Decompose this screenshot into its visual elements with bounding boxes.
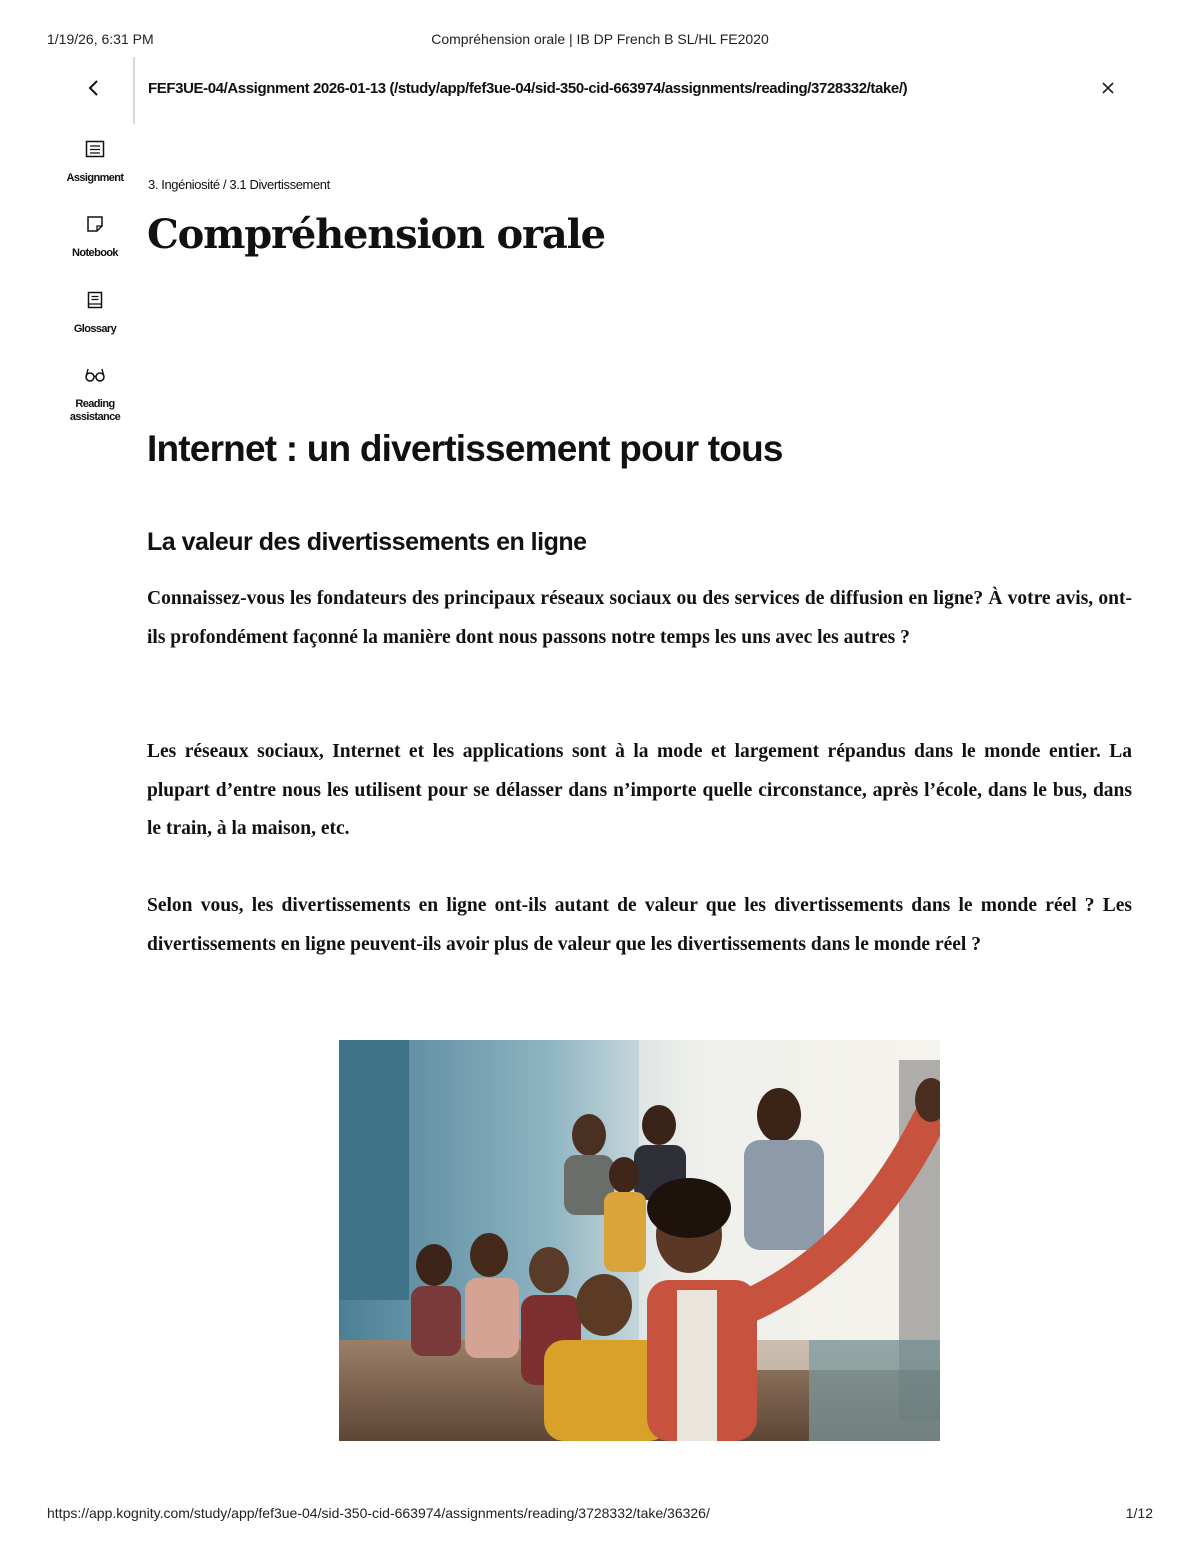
paragraph: Les réseaux sociaux, Internet et les applications sont à la mode et largement répandus dans le monde entier. La plupart d’entre nous les utilisent pour se délasser dans n’importe quelle circonstance, après l’école, dans le bus, dans le train, à la maison, etc. <box>147 741 1132 839</box>
breadcrumb[interactable]: 3. Ingéniosité / 3.1 Divertissement <box>148 177 330 192</box>
article-title: Internet : un divertissement pour tous <box>147 428 783 469</box>
topbar-divider <box>133 57 135 124</box>
book-icon <box>84 289 106 311</box>
sidebar-item-glossary[interactable] <box>55 289 135 336</box>
sidebar-item-notebook[interactable] <box>55 213 135 260</box>
section-title: La valeur des divertissements en ligne <box>147 528 587 556</box>
print-header <box>47 31 1153 51</box>
close-button[interactable] <box>1097 79 1119 101</box>
sidebar-item-label: Assignment <box>66 172 124 184</box>
glasses-icon <box>84 364 106 386</box>
print-url: https://app.kognity.com/study/app/fef3ue-04/sid-350-cid-663974/assignments/reading/3728332/take/36326/ <box>47 1505 710 1521</box>
paragraph: Selon vous, les divertissements en ligne ont-ils autant de valeur que les divertissements dans le monde réel ? Les divertissements en ligne peuvent-ils avoir plus de valeur que les divertissements dans le monde réel ? <box>147 895 1132 955</box>
print-datetime: 1/19/26, 6:31 PM <box>47 31 154 47</box>
assignment-path[interactable]: FEF3UE-04/Assignment 2026-01-13 (/study/app/fef3ue-04/sid-350-cid-663974/assignments/reading/3728332/take/) <box>148 80 908 97</box>
note-icon <box>84 213 106 235</box>
paragraph: Connaissez-vous les fondateurs des principaux réseaux sociaux ou des services de diffusion en ligne? À votre avis, ont-ils profondément façonné la manière dont nous passons notre temps les uns avec les autres ? <box>147 588 1132 648</box>
sidebar-item-assignment[interactable] <box>55 138 135 185</box>
family-selfie-photo <box>339 1040 940 1441</box>
print-doc-title: Compréhension orale | IB DP French B SL/HL FE2020 <box>431 31 769 47</box>
sidebar-item-label: Glossary <box>73 323 117 335</box>
back-button[interactable] <box>82 78 106 102</box>
list-document-icon <box>84 138 106 160</box>
sidebar-item-label: Notebook <box>72 247 118 259</box>
sidebar-item-label: Reading assistance <box>69 398 121 423</box>
chevron-left-icon <box>87 79 101 102</box>
page-title: Compréhension orale <box>147 211 605 258</box>
close-icon <box>1101 81 1115 100</box>
print-footer <box>47 1505 1153 1525</box>
sidebar-item-reading-assistance[interactable] <box>55 364 135 424</box>
page-count: 1/12 <box>1125 1505 1153 1521</box>
